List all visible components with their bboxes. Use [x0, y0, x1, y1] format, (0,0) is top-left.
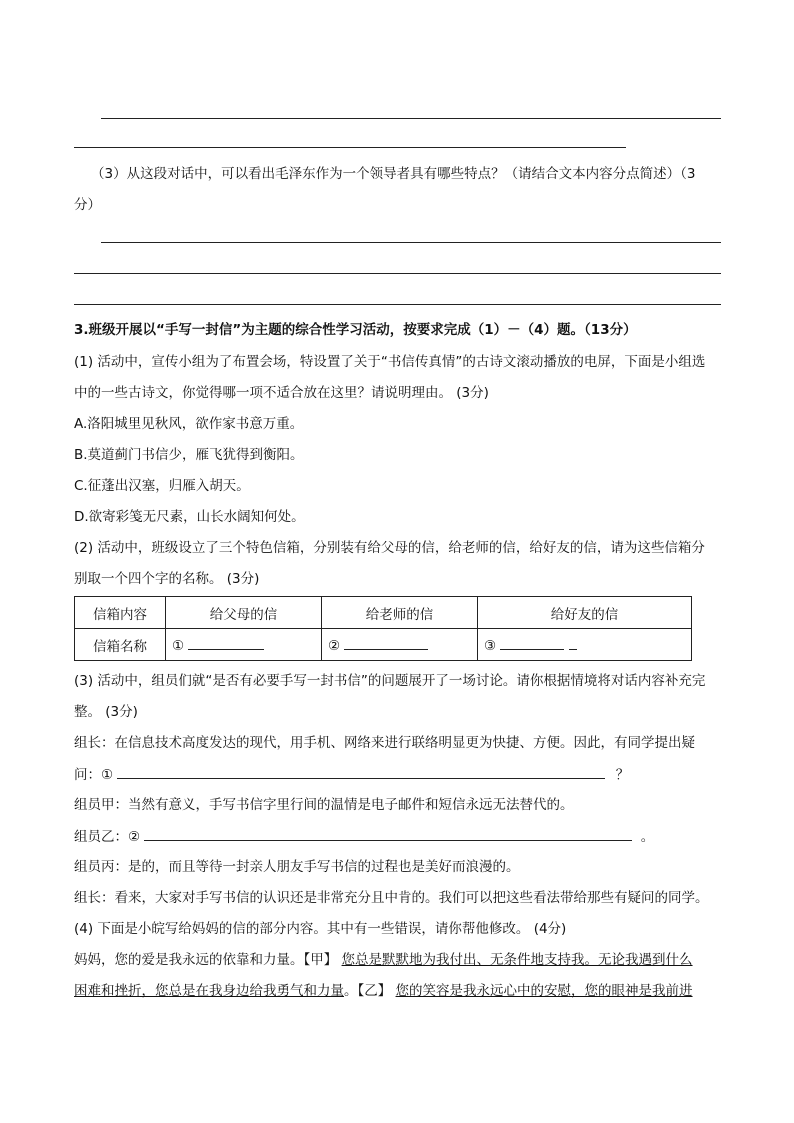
letter-line: [74, 981, 693, 1001]
option-d: D.欲寄彩笺无尺素，山长水阔知何处。: [74, 509, 305, 525]
dialogue-prefix: 问：①: [74, 767, 114, 783]
letter-marker: 【甲】: [303, 952, 338, 968]
letter-marker: 【乙】: [357, 983, 392, 999]
question-text: (2) 活动中，班级设立了三个特色信箱，分别装有给父母的信，给老师的信，给好友的信，请为这些信箱分: [74, 540, 705, 556]
answer-line[interactable]: [101, 118, 721, 119]
letter-text: 妈妈，您的爱是我永远的依靠和力量。: [74, 952, 304, 968]
blank-marker: ②: [328, 638, 341, 654]
question-text: (3) 活动中，组员们就“是否有必要手写一封书信”的问题展开了一场讨论。请你根据情境将对话内容补充完: [74, 673, 706, 689]
answer-line[interactable]: [74, 304, 721, 305]
answer-cell-2[interactable]: [322, 629, 478, 661]
option-a: A.洛阳城里见秋风，欲作家书意万重。: [74, 416, 304, 432]
answer-blank[interactable]: [344, 635, 428, 650]
question-heading: 3.班级开展以“手写一封信”为主题的综合性学习活动，按要求完成（1）－（4）题。（13分）: [74, 322, 637, 338]
letter-underlined: 您总是默默地为我付出、无条件地支持我。无论我遇到什么: [341, 952, 693, 968]
question-text: 别取一个四个字的名称。 (3分): [74, 571, 260, 587]
table-row-label: 信箱名称: [75, 629, 166, 661]
answer-blank[interactable]: [117, 764, 605, 779]
answer-blank[interactable]: [500, 635, 564, 650]
dialogue-line: 组员甲：当然有意义，手写书信字里行间的温情是电子邮件和短信永远无法替代的。: [74, 797, 574, 813]
letter-line: [74, 950, 693, 970]
table-header-cell: 信箱内容: [75, 597, 166, 629]
table-row: [75, 597, 692, 629]
question-prompt: 分）: [74, 197, 101, 213]
answer-line[interactable]: [101, 242, 721, 243]
answer-line[interactable]: [74, 273, 721, 274]
dialogue-line: [74, 826, 654, 847]
answer-cell-3[interactable]: [478, 629, 692, 661]
table-header-cell: 给好友的信: [478, 597, 692, 629]
blank-marker: ①: [172, 638, 185, 654]
answer-blank[interactable]: [144, 826, 632, 841]
question-text: 整。 (3分): [74, 704, 138, 720]
question-text: (1) 活动中，宣传小组为了布置会场，特设置了关于“书信传真情”的古诗文滚动播放的电屏，下面是小组选: [74, 354, 706, 370]
letter-text: 。: [344, 983, 358, 999]
table-row: [75, 629, 692, 661]
blank-marker: ③: [484, 638, 497, 654]
dialogue-line: 组员丙：是的，而且等待一封亲人朋友手写书信的过程也是美好而浪漫的。: [74, 859, 520, 875]
letter-underlined: 您的笑容是我永远心中的安慰，您的眼神是我前进: [395, 983, 693, 999]
answer-cell-1[interactable]: [166, 629, 322, 661]
question-text: 中的一些古诗文，你觉得哪一项不适合放在这里？请说明理由。 (3分): [74, 385, 489, 401]
dialogue-suffix: ？: [615, 767, 630, 783]
option-c: C.征蓬出汉塞，归雁入胡天。: [74, 478, 250, 494]
letter-underlined: 困难和挫折，您总是在我身边给我勇气和力量: [74, 983, 344, 999]
answer-blank[interactable]: [569, 635, 577, 650]
dialogue-line: 组长：看来，大家对手写书信的认识还是非常充分且中肯的。我们可以把这些看法带给那些有疑问的同学。: [74, 890, 709, 906]
dialogue-line: [74, 764, 629, 785]
answer-line[interactable]: [74, 147, 626, 148]
dialogue-line: 组长：在信息技术高度发达的现代，用手机、网络来进行联络明显更为快捷、方便。因此，有同学提出疑: [74, 735, 695, 751]
answer-blank[interactable]: [188, 635, 264, 650]
table-header-cell: 给老师的信: [322, 597, 478, 629]
dialogue-prefix: 组员乙：②: [74, 829, 141, 845]
option-b: B.莫道蓟门书信少，雁飞犹得到衡阳。: [74, 447, 304, 463]
question-prompt: （3）从这段对话中，可以看出毛泽东作为一个领导者具有哪些特点？（请结合文本内容分点简述）（3: [91, 166, 696, 182]
question-text: (4) 下面是小皖写给妈妈的信的部分内容。其中有一些错误，请你帮他修改。 (4分): [74, 921, 567, 937]
mailbox-table: [74, 596, 692, 661]
dialogue-suffix: 。: [640, 829, 655, 845]
table-header-cell: 给父母的信: [166, 597, 322, 629]
